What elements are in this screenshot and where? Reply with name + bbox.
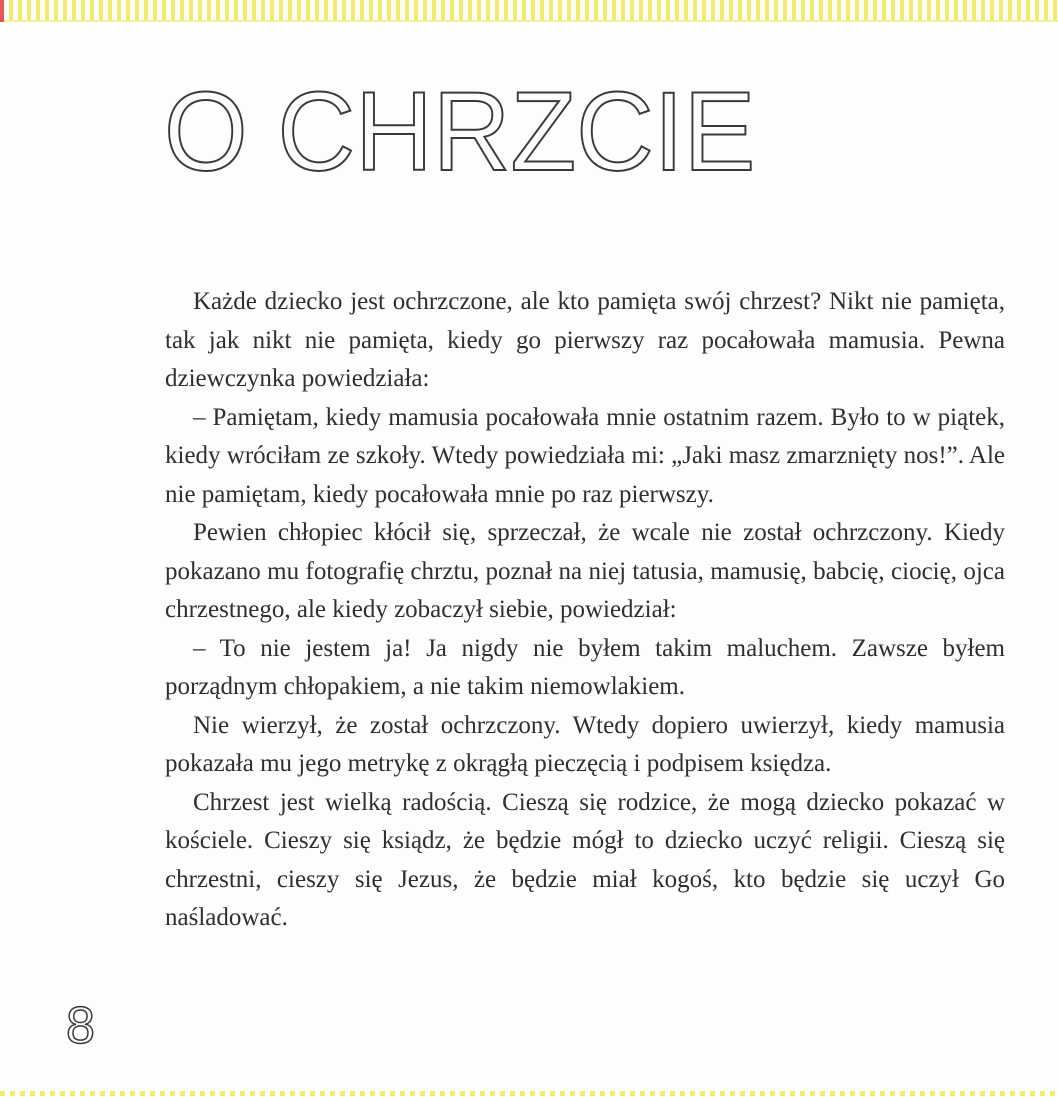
paragraph-3: Pewien chłopiec kłócił się, sprzeczał, że wcale nie został ochrzczony. Kiedy pokazano mu fotografię chrztu, poznał na niej tatusia, mamusię, babcię, ciocię, ojca chrzestnego, ale kiedy zobaczył siebie, powiedział: [165, 519, 1005, 623]
paragraph-5: Nie wierzył, że został ochrzczony. Wtedy dopiero uwierzył, kiedy mamusia pokazała mu jego metrykę z okrągłą pieczęcią i podpisem księdza. [165, 711, 1005, 777]
body-text [165, 283, 1005, 938]
page-number: 8 [66, 997, 95, 1055]
paragraph-2: – Pamiętam, kiedy mamusia pocałowała mnie ostatnim razem. Było to w piątek, kiedy wróciłam ze szkoły. Wtedy powiedziała mi: „Jaki masz zmarznięty nos!”. Ale nie pamiętam, kiedy pocałowała mnie po raz pierwszy. [165, 403, 1005, 508]
bottom-decorative-border [0, 1091, 1058, 1096]
paragraph-6: Chrzest jest wielką radością. Cieszą się rodzice, że mogą dziecko pokazać w kościele. Cieszy się ksiądz, że będzie mógł to dziecko uczyć religii. Cieszą się chrzestni, cieszy się Jezus, że będzie miał kogoś, kto będzie się uczył Go naśladować. [165, 788, 1005, 931]
top-decorative-border [0, 0, 1058, 22]
page-title [164, 69, 780, 194]
top-left-edge-mark [0, 0, 4, 22]
paragraph-4: – To nie jestem ja! Ja nigdy nie byłem takim maluchem. Zawsze byłem porządnym chłopakiem, a nie takim niemowlakiem. [165, 634, 1005, 700]
paragraph-1: Każde dziecko jest ochrzczone, ale kto pamięta swój chrzest? Nikt nie pamięta, tak jak nikt nie pamięta, kiedy go pierwszy raz pocałowała mamusia. Pewna dziewczynka powiedziała: [165, 288, 1005, 392]
page-title-text: O CHRZCIE [164, 69, 756, 194]
